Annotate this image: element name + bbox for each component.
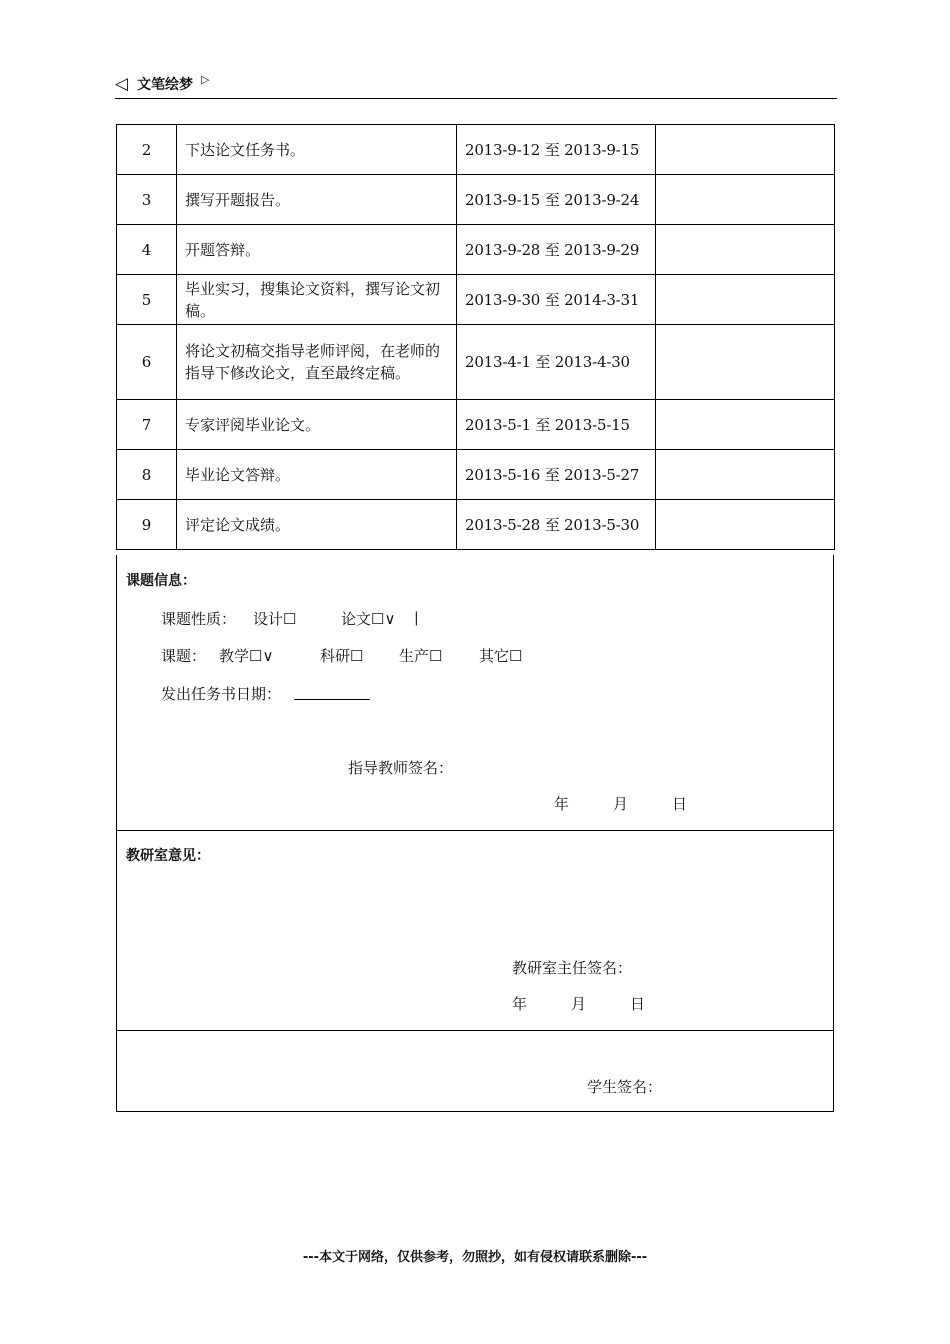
director-sign-day: 日	[630, 995, 646, 1013]
step-date: 2013-5-28 至 2013-5-30	[457, 500, 656, 550]
nature-design-option[interactable]: 设计☐	[253, 610, 297, 628]
advisor-sign-year: 年	[554, 795, 570, 813]
schedule-table	[116, 124, 835, 550]
step-number: 8	[117, 450, 177, 500]
topic-nature-label: 课题性质：	[161, 610, 237, 628]
step-date: 2013-9-28 至 2013-9-29	[457, 225, 656, 275]
step-note	[656, 500, 835, 550]
table-row	[117, 450, 835, 500]
advisor-sign-label: 指导教师签名：	[348, 759, 454, 777]
step-note	[656, 175, 835, 225]
table-row	[117, 325, 835, 400]
advisor-sign-month: 月	[613, 795, 629, 813]
step-number: 7	[117, 400, 177, 450]
step-number: 4	[117, 225, 177, 275]
nature-thesis-option[interactable]: 论文☐∨	[341, 610, 396, 628]
step-task: 毕业论文答辩。	[177, 450, 457, 500]
table-row	[117, 400, 835, 450]
department-opinion-section	[116, 830, 834, 1031]
topic-info-section	[116, 555, 834, 831]
step-note	[656, 400, 835, 450]
topic-production-option[interactable]: 生产☐	[399, 647, 443, 665]
step-task: 撰写开题报告。	[177, 175, 457, 225]
page-header	[115, 72, 837, 99]
topic-research-option[interactable]: 科研☐	[320, 647, 364, 665]
issue-date-field[interactable]	[294, 687, 370, 700]
step-number: 2	[117, 125, 177, 175]
student-sign-section	[116, 1030, 834, 1112]
header-brand: 文笔绘梦	[137, 77, 193, 93]
step-note	[656, 125, 835, 175]
topic-info-title: 课题信息：	[126, 573, 196, 589]
table-row	[117, 500, 835, 550]
step-note	[656, 275, 835, 325]
text-cursor-icon: |	[414, 610, 419, 626]
director-sign-label: 教研室主任签名：	[512, 959, 633, 977]
step-task: 评定论文成绩。	[177, 500, 457, 550]
step-number: 3	[117, 175, 177, 225]
triangle-right-icon: ▷	[201, 73, 210, 86]
advisor-sign-day: 日	[672, 795, 688, 813]
step-date: 2013-9-15 至 2013-9-24	[457, 175, 656, 225]
step-task: 将论文初稿交指导老师评阅，在老师的指导下修改论文，直至最终定稿。	[177, 325, 457, 400]
step-date: 2013-4-1 至 2013-4-30	[457, 325, 656, 400]
issue-date-label: 发出任务书日期：	[161, 685, 282, 703]
step-number: 5	[117, 275, 177, 325]
step-note	[656, 225, 835, 275]
step-number: 6	[117, 325, 177, 400]
step-date: 2013-9-30 至 2014-3-31	[457, 275, 656, 325]
department-opinion-title: 教研室意见：	[126, 848, 210, 864]
step-task: 下达论文任务书。	[177, 125, 457, 175]
table-row	[117, 175, 835, 225]
director-sign-month: 月	[571, 995, 587, 1013]
step-note	[656, 450, 835, 500]
student-sign-label: 学生签名：	[587, 1078, 663, 1096]
step-date: 2013-5-1 至 2013-5-15	[457, 400, 656, 450]
topic-teaching-option[interactable]: 教学☐∨	[219, 647, 274, 665]
step-task: 专家评阅毕业论文。	[177, 400, 457, 450]
table-row	[117, 125, 835, 175]
topic-other-option[interactable]: 其它☐	[479, 647, 523, 665]
step-number: 9	[117, 500, 177, 550]
step-task: 开题答辩。	[177, 225, 457, 275]
page-footer: ---本文于网络，仅供参考，勿照抄，如有侵权请联系删除---	[302, 1250, 648, 1265]
step-note	[656, 325, 835, 400]
director-sign-year: 年	[512, 995, 528, 1013]
table-row	[117, 225, 835, 275]
topic-type-label: 课题：	[161, 647, 207, 665]
triangle-left-icon: ◁	[115, 74, 129, 94]
step-date: 2013-9-12 至 2013-9-15	[457, 125, 656, 175]
step-task: 毕业实习，搜集论文资料，撰写论文初稿。	[177, 275, 457, 325]
table-row	[117, 275, 835, 325]
step-date: 2013-5-16 至 2013-5-27	[457, 450, 656, 500]
